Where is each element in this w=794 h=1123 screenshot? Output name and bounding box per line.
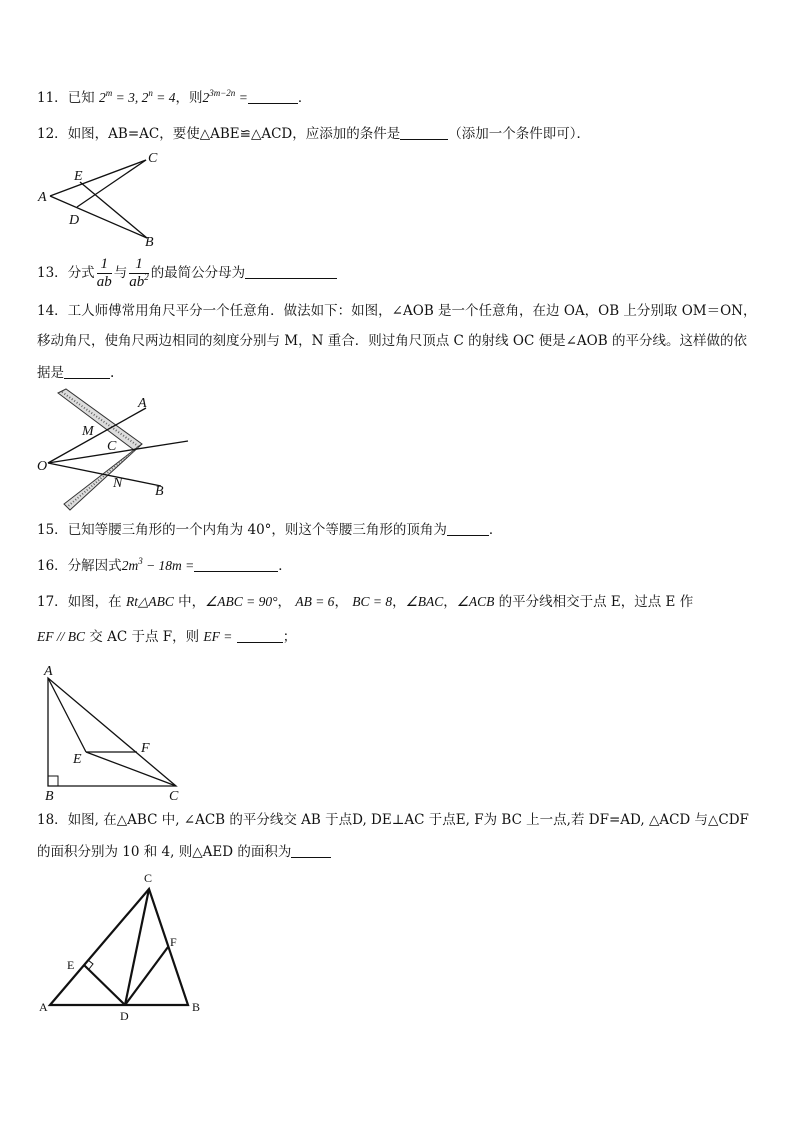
question-number: 14． xyxy=(37,303,68,319)
question-14-line-1: 14．工人师傅常用角尺平分一个任意角．做法如下：如图，∠AOB 是一个任意角，在边 OA，OB 上分别取 OM＝ON， xyxy=(37,303,757,319)
label-n: N xyxy=(113,476,123,491)
label-d: D xyxy=(120,1009,129,1023)
figure-q14 xyxy=(36,388,196,513)
figure-q12 xyxy=(34,150,164,250)
question-number: 12． xyxy=(37,126,68,142)
label-c: C xyxy=(148,151,158,166)
segment-ac xyxy=(50,160,146,196)
label-b: B xyxy=(45,789,54,804)
question-14-line-3: 据是 . xyxy=(37,365,115,381)
label-a: A xyxy=(44,664,53,679)
question-number: 17． xyxy=(37,594,68,610)
bisector-ce xyxy=(86,752,176,786)
question-number: 16． xyxy=(37,558,68,574)
question-18-line-2: 的面积分别为 10 和 4, 则△AED 的面积为 xyxy=(37,842,331,862)
triangle-abc xyxy=(48,678,176,786)
square-ruler-arm-1 xyxy=(58,389,142,450)
question-15: 15．已知等腰三角形的一个内角为 40°，则这个等腰三角形的顶角为 ． xyxy=(37,522,503,538)
label-m: M xyxy=(82,424,94,439)
label-c: C xyxy=(107,439,117,454)
segment-de xyxy=(84,965,125,1005)
segment-be xyxy=(80,182,147,238)
question-11: 11．已知 $2^m = 3$, $2^n = 4$，则$2^{3m-2n}$ = ． xyxy=(37,88,312,106)
label-b: B xyxy=(155,484,164,499)
answer-blank[interactable] xyxy=(64,364,110,379)
question-14-line-2: 移动角尺，使角尺两边相同的刻度分别与 M，N 重合．则过角尺顶点 C 的射线 OC 便是∠AOB 的平分线。这样做的依 xyxy=(37,333,747,349)
answer-blank[interactable] xyxy=(245,264,337,279)
label-e: E xyxy=(73,752,82,767)
question-12: 12．如图，AB=AC，要使△ABE≌△ACD，应添加的条件是 （添加一个条件即可）． xyxy=(37,126,590,142)
label-b: B xyxy=(192,1000,201,1014)
label-c: C xyxy=(169,789,179,804)
answer-blank[interactable] xyxy=(248,89,298,104)
question-17-line-1: 17．如图，在 Rt△ABC 中，∠ABC = 90°， AB = 6， BC = 8，∠BAC，∠ACB 的平分线相交于点 E，过点 E 作 xyxy=(37,594,694,610)
figure-q18 xyxy=(36,868,206,1023)
label-d: D xyxy=(69,213,80,228)
segment-ab xyxy=(50,196,147,238)
figure-q17 xyxy=(38,664,188,804)
label-o: O xyxy=(37,459,48,474)
label-c: C xyxy=(144,871,153,885)
ray-ob xyxy=(48,463,161,486)
question-18-line-1: 18．如图, 在△ABC 中, ∠ACB 的平分线交 AB 于点D, DE⊥AC 于点E, F为 BC 上一点,若 DF=AD, △ACD 与△CDF xyxy=(37,812,749,828)
answer-blank[interactable] xyxy=(237,628,283,643)
right-angle-mark xyxy=(88,960,93,969)
bisector-ae xyxy=(48,678,86,752)
label-a: A xyxy=(39,1000,48,1014)
segment-cd xyxy=(77,160,146,207)
question-number: 13． xyxy=(37,265,68,281)
question-number: 15． xyxy=(37,522,68,538)
question-number: 11． xyxy=(37,90,68,106)
answer-blank[interactable] xyxy=(291,843,331,858)
question-16: 16．分解因式$2m^3 - 18m$ = ． xyxy=(37,556,292,574)
question-13: 13．分式 $\frac{1}{ab}$ 与 $\frac{1}{ab^2}$ 的最简公分母为 xyxy=(37,255,337,291)
fraction-1: $\frac{1}{ab}$ xyxy=(96,256,112,290)
label-f: F xyxy=(170,935,177,949)
right-angle-mark xyxy=(48,776,58,786)
ray-oc xyxy=(48,441,188,463)
question-number: 18． xyxy=(37,812,68,828)
label-a: A xyxy=(138,396,147,411)
label-e: E xyxy=(67,958,75,972)
answer-blank[interactable] xyxy=(400,125,448,140)
question-17-line-2: EF // BC 交 AC 于点 F，则 EF = ； xyxy=(37,629,297,645)
label-a: A xyxy=(38,190,47,205)
label-f: F xyxy=(141,741,150,756)
label-e: E xyxy=(74,169,83,184)
label-b: B xyxy=(145,235,154,250)
answer-blank[interactable] xyxy=(447,521,489,536)
answer-blank[interactable] xyxy=(194,557,278,572)
fraction-2: $\frac{1}{ab^2}$ xyxy=(129,256,149,290)
